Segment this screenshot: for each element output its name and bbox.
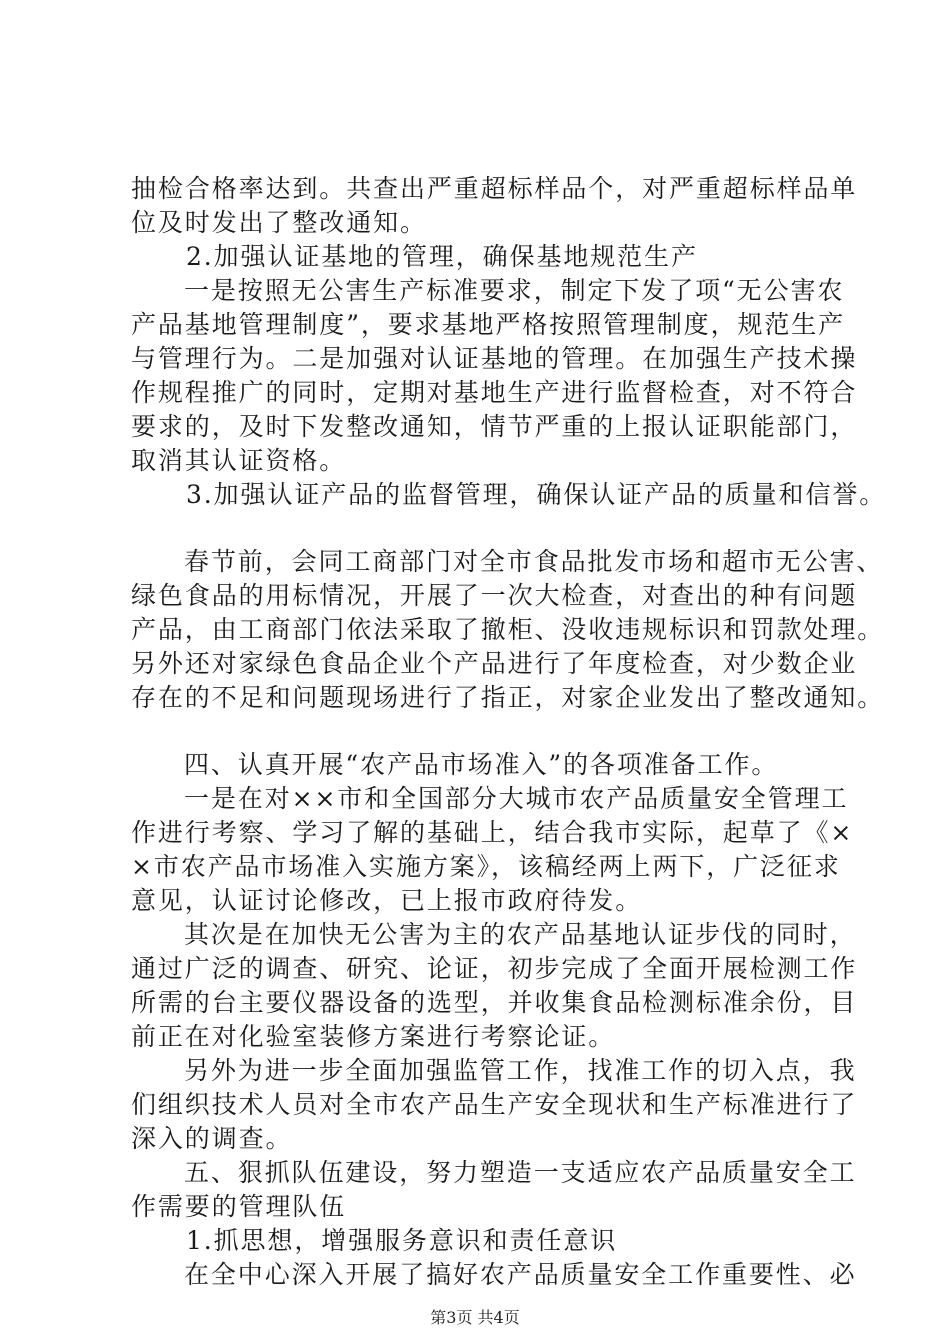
body-line: 绿色食品的用标情况，开展了一次大检查，对查出的种有问题 <box>131 581 858 610</box>
body-line: 产品，由工商部门依法采取了撤柜、没收违规标识和罚款处理。 <box>131 615 885 644</box>
body-line: 春节前，会同工商部门对全市食品批发市场和超市无公害、 <box>184 547 884 576</box>
body-line: 产品基地管理制度”，要求基地严格按照管理制度，规范生产 <box>131 310 846 339</box>
section-heading: 3.加强认证产品的监督管理，确保认证产品的质量和信誉。 <box>186 480 887 509</box>
body-line: 存在的不足和问题现场进行了指正，对家企业发出了整改通知。 <box>131 683 885 712</box>
body-line: 另外还对家绿色食品企业个产品进行了年度检查，对少数企业 <box>131 649 858 678</box>
body-line: 要求的，及时下发整改通知，情节严重的上报认证职能部门， <box>131 412 858 441</box>
body-line: 作进行考察、学习了解的基础上，结合我市实际，起草了《× <box>131 818 854 847</box>
page-footer: 第3页 共4页 <box>430 1308 520 1327</box>
body-line: 取消其认证资格。 <box>131 446 347 475</box>
section-heading: 作需要的管理队伍 <box>131 1192 347 1221</box>
body-line: 抽检合格率达到。共查出严重超标样品个，对严重超标样品单 <box>131 174 858 203</box>
body-line: 前正在对化验室装修方案进行考察论证。 <box>131 1022 616 1051</box>
body-line: 在全中心深入开展了搞好农产品质量安全工作重要性、必 <box>184 1260 857 1289</box>
body-line: 其次是在加快无公害为主的农产品基地认证步伐的同时， <box>184 920 857 949</box>
section-heading: 1.抓思想，增强服务意识和责任意识 <box>186 1226 618 1255</box>
body-line: ×市农产品市场准入实施方案》，该稿经两上两下，广泛征求 <box>131 852 841 881</box>
body-line: 一是在对××市和全国部分大城市农产品质量安全管理工 <box>184 784 849 813</box>
section-heading: 四、认真开展“农产品市场准入”的各项准备工作。 <box>184 750 779 779</box>
body-line: 另外为进一步全面加强监管工作，找准工作的切入点，我 <box>184 1056 857 1085</box>
body-line: 位及时发出了整改通知。 <box>131 208 427 237</box>
body-line: 一是按照无公害生产标准要求，制定下发了项“无公害农 <box>184 276 845 305</box>
body-line: 通过广泛的调查、研究、论证，初步完成了全面开展检测工作 <box>131 954 858 983</box>
body-line: 深入的调查。 <box>131 1124 293 1153</box>
section-heading: 五、狠抓队伍建设，努力塑造一支适应农产品质量安全工 <box>184 1158 857 1187</box>
body-line: 们组织技术人员对全市农产品生产安全现状和生产标准进行了 <box>131 1090 858 1119</box>
body-line: 与管理行为。二是加强对认证基地的管理。在加强生产技术操 <box>131 344 858 373</box>
body-line: 作规程推广的同时，定期对基地生产进行监督检查，对不符合 <box>131 378 858 407</box>
body-line: 所需的台主要仪器设备的选型，并收集食品检测标准余份，目 <box>131 988 858 1017</box>
section-heading: 2.加强认证基地的管理，确保基地规范生产 <box>186 242 698 271</box>
body-line: 意见，认证讨论修改，已上报市政府待发。 <box>131 886 643 915</box>
